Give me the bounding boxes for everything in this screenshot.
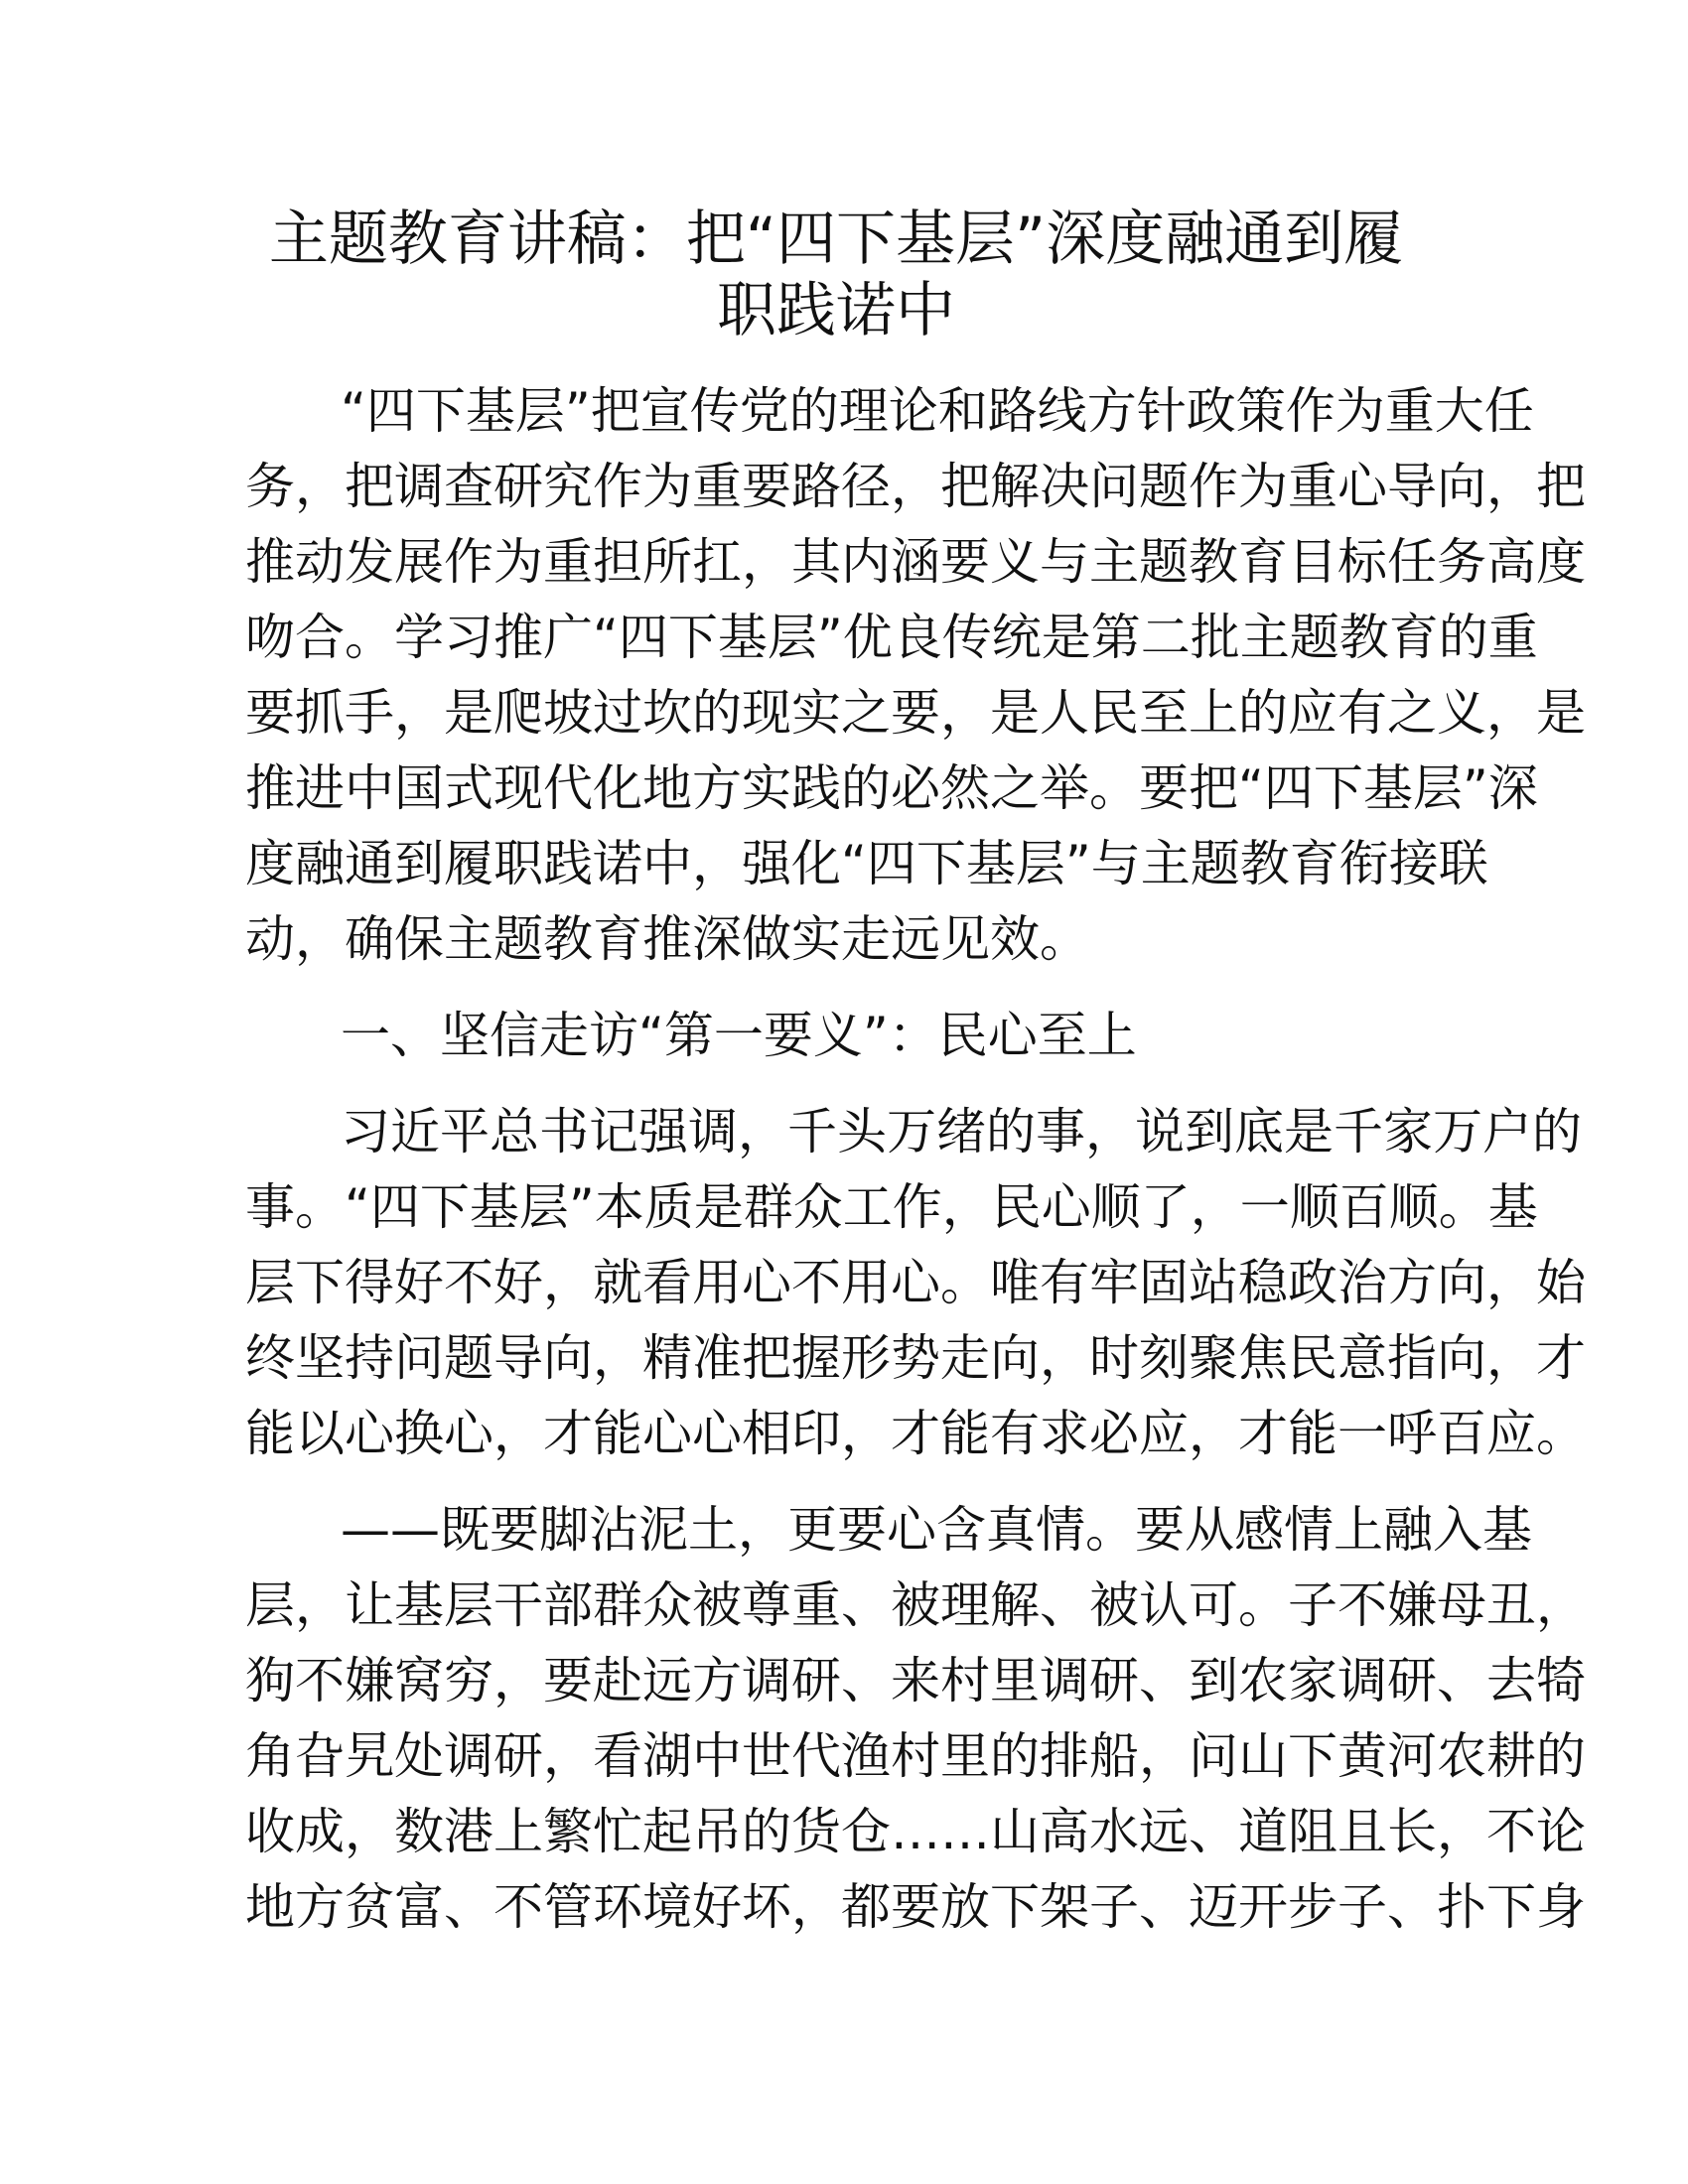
text-line: 习近平总书记强调，千头万绪的事，说到底是千家万户的: [341, 1103, 1582, 1160]
text-line: 收成，数港上繁忙起吊的货仓……山高水远、道阻且长，不论: [245, 1803, 1586, 1860]
heading-line: 一、坚信走访“第一要义”：民心至上: [341, 1007, 1137, 1064]
text-line: 终坚持问题导向，精准把握形势走向，时刻聚焦民意指向，才: [245, 1329, 1586, 1387]
title-line: 主题教育讲稿：把“四下基层”深度融通到履: [268, 205, 1404, 274]
section-heading: [245, 998, 1427, 1073]
text-line: 层下得好不好，就看用心不用心。唯有牢固站稳政治方向，始: [245, 1254, 1586, 1311]
text-line: 推进中国式现代化地方实践的必然之举。要把“四下基层”深: [245, 759, 1538, 817]
document-title: [245, 204, 1427, 346]
text-line: 务，把调查研究作为重要路径，把解决问题作为重心导向，把: [245, 458, 1586, 515]
text-line: 能以心换心，才能心心相印，才能有求必应，才能一呼百应。: [245, 1405, 1586, 1462]
text-line: 吻合。学习推广“四下基层”优良传统是第二批主题教育的重: [245, 609, 1538, 666]
paragraph-section-1-point: [245, 1492, 1586, 1945]
document-body: [245, 373, 1586, 1945]
text-line: 地方贫富、不管环境好坏，都要放下架子、迈开步子、扑下身: [245, 1878, 1586, 1936]
text-line: ——既要脚沾泥土，更要心含真情。要从感情上融入基: [341, 1501, 1532, 1559]
text-line: 层，让基层干部群众被尊重、被理解、被认可。子不嫌母丑，: [245, 1576, 1586, 1634]
text-line: 度融通到履职践诺中，强化“四下基层”与主题教育衔接联: [245, 835, 1488, 892]
text-line: 角旮旯处调研，看湖中世代渔村里的排船，问山下黄河农耕的: [245, 1727, 1586, 1785]
text-line: 要抓手，是爬坡过坎的现实之要，是人民至上的应有之义，是: [245, 684, 1586, 742]
title-line: 职践诺中: [717, 276, 955, 345]
text-line: 事。“四下基层”本质是群众工作，民心顺了，一顺百顺。基: [245, 1178, 1538, 1236]
paragraph-intro: [245, 373, 1586, 977]
text-line: 动，确保主题教育推深做实走远见效。: [245, 910, 1089, 968]
text-line: 推动发展作为重担所扛，其内涵要义与主题教育目标任务高度: [245, 533, 1586, 591]
text-line: 狗不嫌窝穷，要赴远方调研、来村里调研、到农家调研、去犄: [245, 1652, 1586, 1709]
text-line: “四下基层”把宣传党的理论和路线方针政策作为重大任: [341, 382, 1534, 440]
paragraph-section-1: [245, 1094, 1586, 1471]
